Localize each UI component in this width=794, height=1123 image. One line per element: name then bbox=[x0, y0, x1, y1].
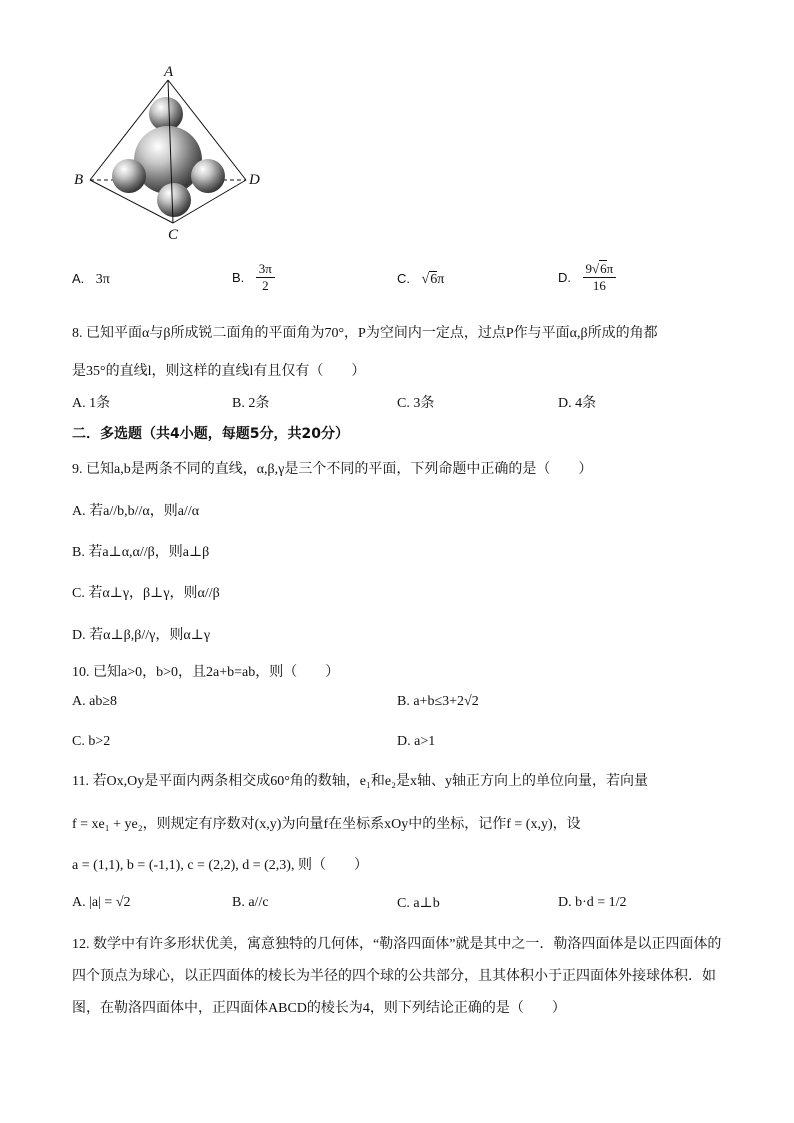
q8-stem-line1: 8. 已知平面α与β所成锐二面角的平面角为70°，P为空间内一定点，过点P作与平面α,β所成的角都 bbox=[72, 326, 658, 341]
q11-option-a[interactable]: A. |a| = √2 bbox=[72, 895, 131, 910]
fraction: $\frac{9√6\pi}{16}$ bbox=[583, 261, 617, 294]
option-letter: A. bbox=[72, 271, 85, 286]
q11-stem-line1: 11. 若Ox,Oy是平面内两条相交成60°角的数轴，e₁和e₂是x轴、y轴正方向上的单位向量，若向量 bbox=[72, 774, 648, 789]
q11-stem-line2: f = xe₁ + ye₂，则规定有序数对(x,y)为向量f在坐标系xOy中的坐标，记作f = (x,y)，设 bbox=[72, 817, 581, 832]
radicand: 6 bbox=[430, 272, 438, 287]
q12-stem-line2: 四个顶点为球心，以正四面体的棱长为半径的四个球的公共部分，且其体积小于正四面体外接球体积．如 bbox=[72, 969, 716, 984]
option-letter: C. bbox=[397, 271, 410, 286]
q7-option-a[interactable] bbox=[72, 271, 110, 288]
q8-option-c[interactable]: C. 3条 bbox=[397, 396, 435, 411]
q12-stem-line1: 12. 数学中有许多形状优美，寓意独特的几何体，“勒洛四面体”就是其中之一．勒洛四面体是以正四面体的 bbox=[72, 937, 722, 952]
q7-option-d[interactable] bbox=[558, 261, 616, 294]
tetrahedron-svg bbox=[70, 60, 270, 250]
pi-suffix: π bbox=[437, 272, 445, 287]
q10-option-c[interactable]: C. b>2 bbox=[72, 734, 111, 749]
q9-option-d[interactable]: D. 若α⊥β,β//γ，则α⊥γ bbox=[72, 628, 211, 643]
q11-option-c[interactable]: C. a⊥b bbox=[397, 896, 440, 911]
vertex-label-b: B bbox=[74, 172, 84, 188]
small-sphere-top bbox=[149, 97, 183, 131]
option-value: 3π bbox=[95, 272, 110, 287]
q8-stem-line2: 是35°的直线l，则这样的直线l有且仅有（ ） bbox=[72, 364, 366, 379]
tetrahedron-figure bbox=[70, 60, 270, 250]
fraction: $\frac{3\pi}{2}$ bbox=[256, 261, 275, 294]
q7-option-c[interactable]: C. √6π bbox=[397, 271, 445, 287]
small-sphere-left bbox=[112, 159, 146, 193]
q10-option-b[interactable]: B. a+b≤3+2√2 bbox=[397, 694, 479, 709]
q9-option-c[interactable]: C. 若α⊥γ，β⊥γ，则α//β bbox=[72, 586, 220, 601]
q11-stem-line3: a = (1,1), b = (-1,1), c = (2,2), d = (2,3), 则（ ） bbox=[72, 858, 368, 873]
q10-option-d[interactable]: D. a>1 bbox=[397, 734, 436, 749]
q8-option-a[interactable]: A. 1条 bbox=[72, 396, 111, 411]
section-heading: 二．多选题（共4小题，每题5分，共20分） bbox=[72, 426, 349, 442]
q10-option-a[interactable]: A. ab≥8 bbox=[72, 694, 118, 709]
q9-stem: 9. 已知a,b是两条不同的直线，α,β,γ是三个不同的平面，下列命题中正确的是（ ） bbox=[72, 462, 593, 477]
q11-option-b[interactable]: B. a//c bbox=[232, 895, 269, 910]
q9-option-b[interactable]: B. 若a⊥α,α//β，则a⊥β bbox=[72, 545, 210, 560]
large-sphere-center bbox=[134, 126, 202, 194]
vertex-label-a: A bbox=[164, 64, 174, 80]
small-sphere-bottom bbox=[157, 183, 191, 217]
q8-option-d[interactable]: D. 4条 bbox=[558, 396, 597, 411]
option-letter: B. bbox=[232, 270, 245, 285]
small-sphere-right bbox=[191, 159, 225, 193]
q12-stem-line3: 图，在勒洛四面体中，正四面体ABCD的棱长为4，则下列结论正确的是（ ） bbox=[72, 1001, 566, 1016]
q9-option-a[interactable]: A. 若a//b,b//α，则a//α bbox=[72, 504, 200, 519]
q10-stem: 10. 已知a>0，b>0，且2a+b=ab，则（ ） bbox=[72, 665, 340, 680]
q11-option-d[interactable]: D. b·d = 1/2 bbox=[558, 895, 627, 910]
q8-option-b[interactable]: B. 2条 bbox=[232, 396, 270, 411]
vertex-label-c: C bbox=[168, 227, 179, 243]
option-letter: D. bbox=[558, 270, 571, 285]
q7-option-b[interactable] bbox=[232, 261, 275, 294]
vertex-label-d: D bbox=[249, 172, 260, 188]
